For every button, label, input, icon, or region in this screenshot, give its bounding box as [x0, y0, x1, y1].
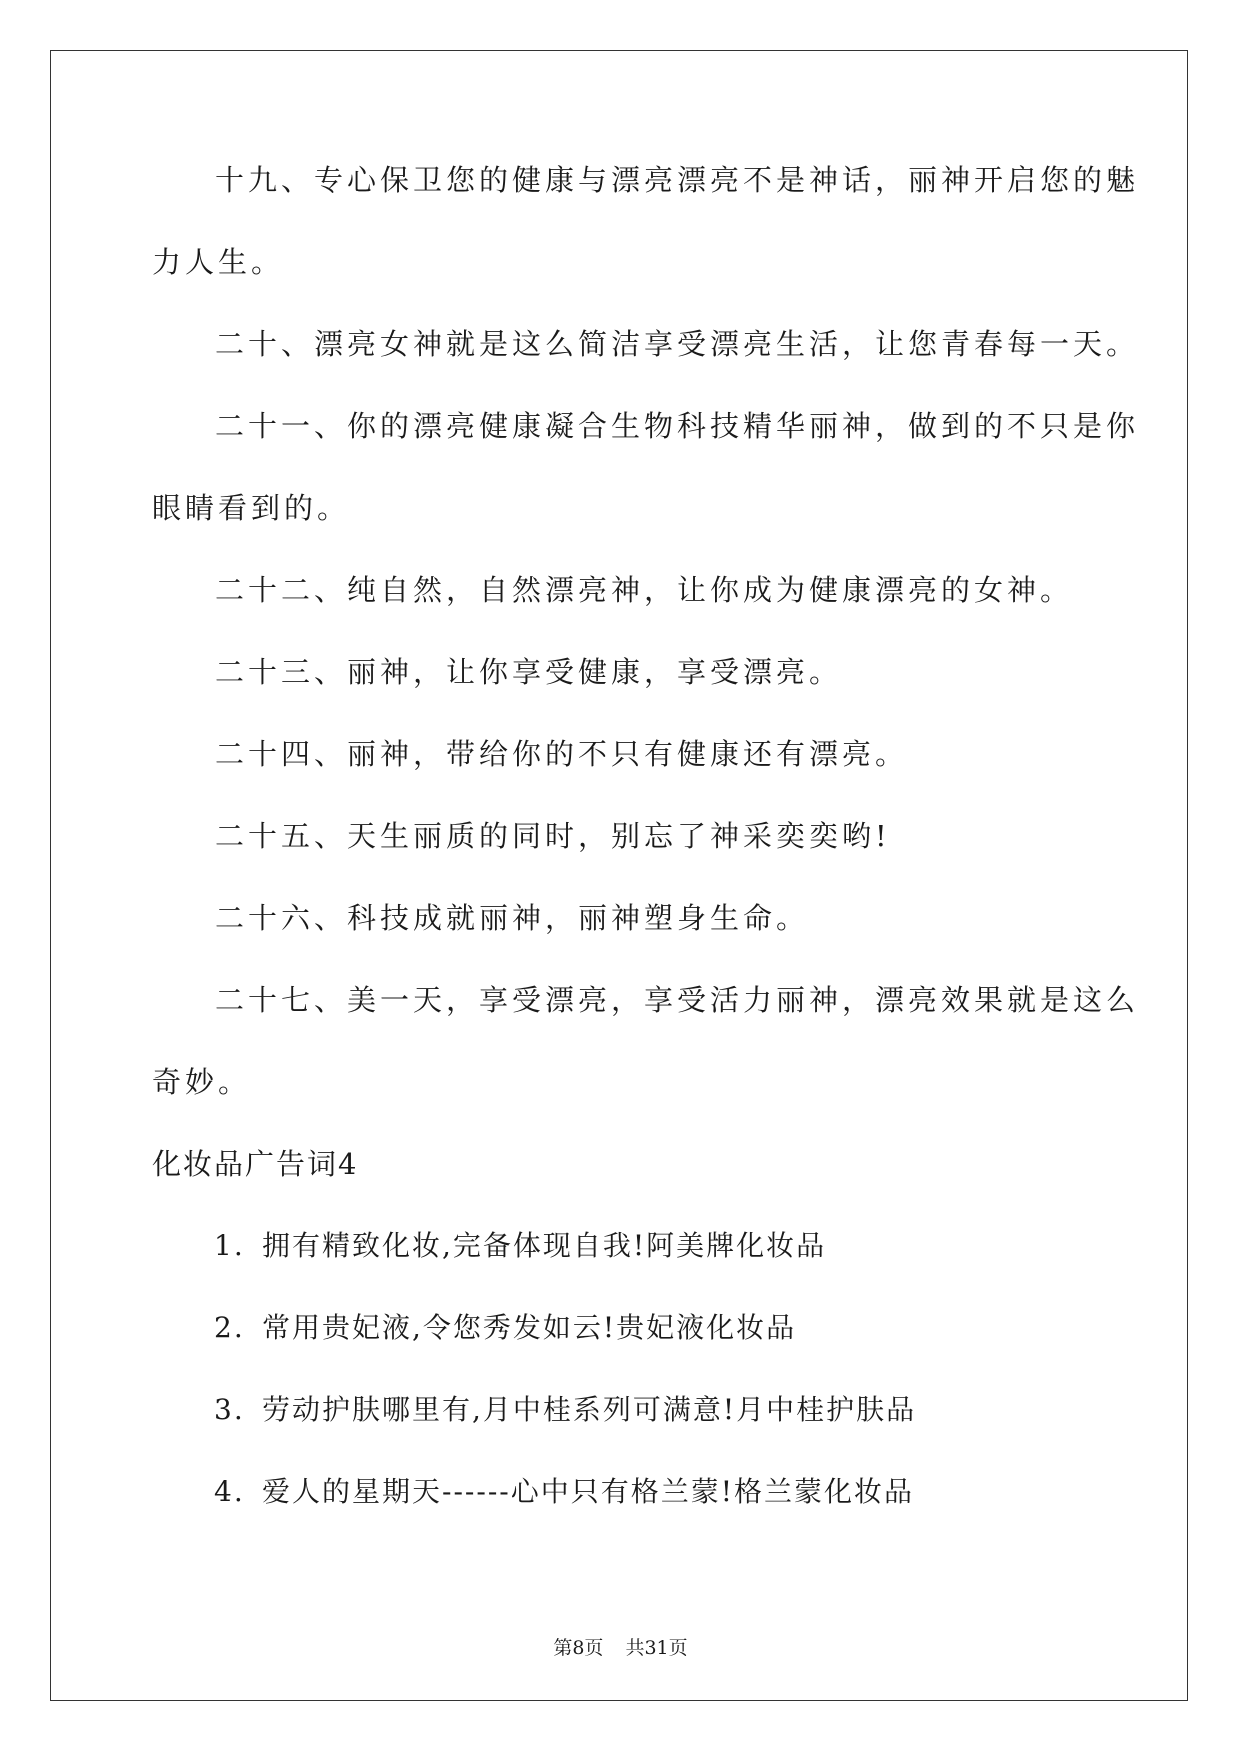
paragraph-27 — [152, 980, 1140, 1102]
paragraph-19 — [152, 160, 1140, 282]
paragraph-line: 二十四、丽神，带给你的不只有健康还有漂亮。 — [215, 737, 909, 771]
paragraph-line: 眼睛看到的。 — [152, 491, 351, 525]
paragraph-line: 二十六、科技成就丽神，丽神塑身生命。 — [215, 901, 810, 935]
paragraph-line: 十九、专心保卫您的健康与漂亮漂亮不是神话，丽神开启您的魅 — [215, 163, 1140, 197]
paragraph-24 — [152, 734, 1092, 774]
list-text: 常用贵妃液,令您秀发如云!贵妃液化妆品 — [262, 1311, 797, 1344]
page-number: 第8页 — [553, 1637, 604, 1659]
section-heading: 化妆品广告词4 — [152, 1147, 359, 1181]
paragraph-line: 二十一、你的漂亮健康凝合生物科技精华丽神，做到的不只是你 — [215, 409, 1140, 443]
paragraph-21 — [152, 406, 1140, 528]
paragraph-25 — [152, 816, 1092, 856]
paragraph-line: 奇妙。 — [152, 1065, 252, 1099]
list-item — [152, 1308, 1092, 1348]
paragraph-line: 二十三、丽神，让你享受健康，享受漂亮。 — [215, 655, 843, 689]
document-body — [152, 160, 1140, 1512]
list-number: 1. — [214, 1229, 245, 1262]
paragraph-26 — [152, 898, 1092, 938]
page-footer — [0, 1633, 1241, 1660]
paragraph-23 — [152, 652, 1092, 692]
paragraph-20 — [152, 324, 1140, 364]
list-item — [152, 1390, 1092, 1430]
list-number: 2. — [214, 1311, 245, 1344]
list-item — [152, 1472, 1092, 1512]
page-total: 共31页 — [625, 1637, 688, 1659]
paragraph-line: 二十、漂亮女神就是这么简洁享受漂亮生活，让您青春每一天。 — [215, 327, 1140, 361]
list-number: 3. — [214, 1393, 245, 1426]
list-text: 拥有精致化妆,完备体现自我!阿美牌化妆品 — [262, 1229, 827, 1262]
list-item — [152, 1226, 1092, 1266]
paragraph-line: 力人生。 — [152, 245, 285, 279]
list-text: 劳动护肤哪里有,月中桂系列可满意!月中桂护肤品 — [262, 1393, 917, 1426]
list-number: 4. — [214, 1475, 245, 1508]
paragraph-line: 二十五、天生丽质的同时，别忘了神采奕奕哟! — [215, 819, 891, 853]
paragraph-22 — [152, 570, 1092, 610]
paragraph-line: 二十七、美一天，享受漂亮，享受活力丽神，漂亮效果就是这么 — [215, 983, 1140, 1017]
list-text: 爱人的星期天------心中只有格兰蒙!格兰蒙化妆品 — [262, 1475, 915, 1508]
paragraph-line: 二十二、纯自然，自然漂亮神，让你成为健康漂亮的女神。 — [215, 573, 1074, 607]
